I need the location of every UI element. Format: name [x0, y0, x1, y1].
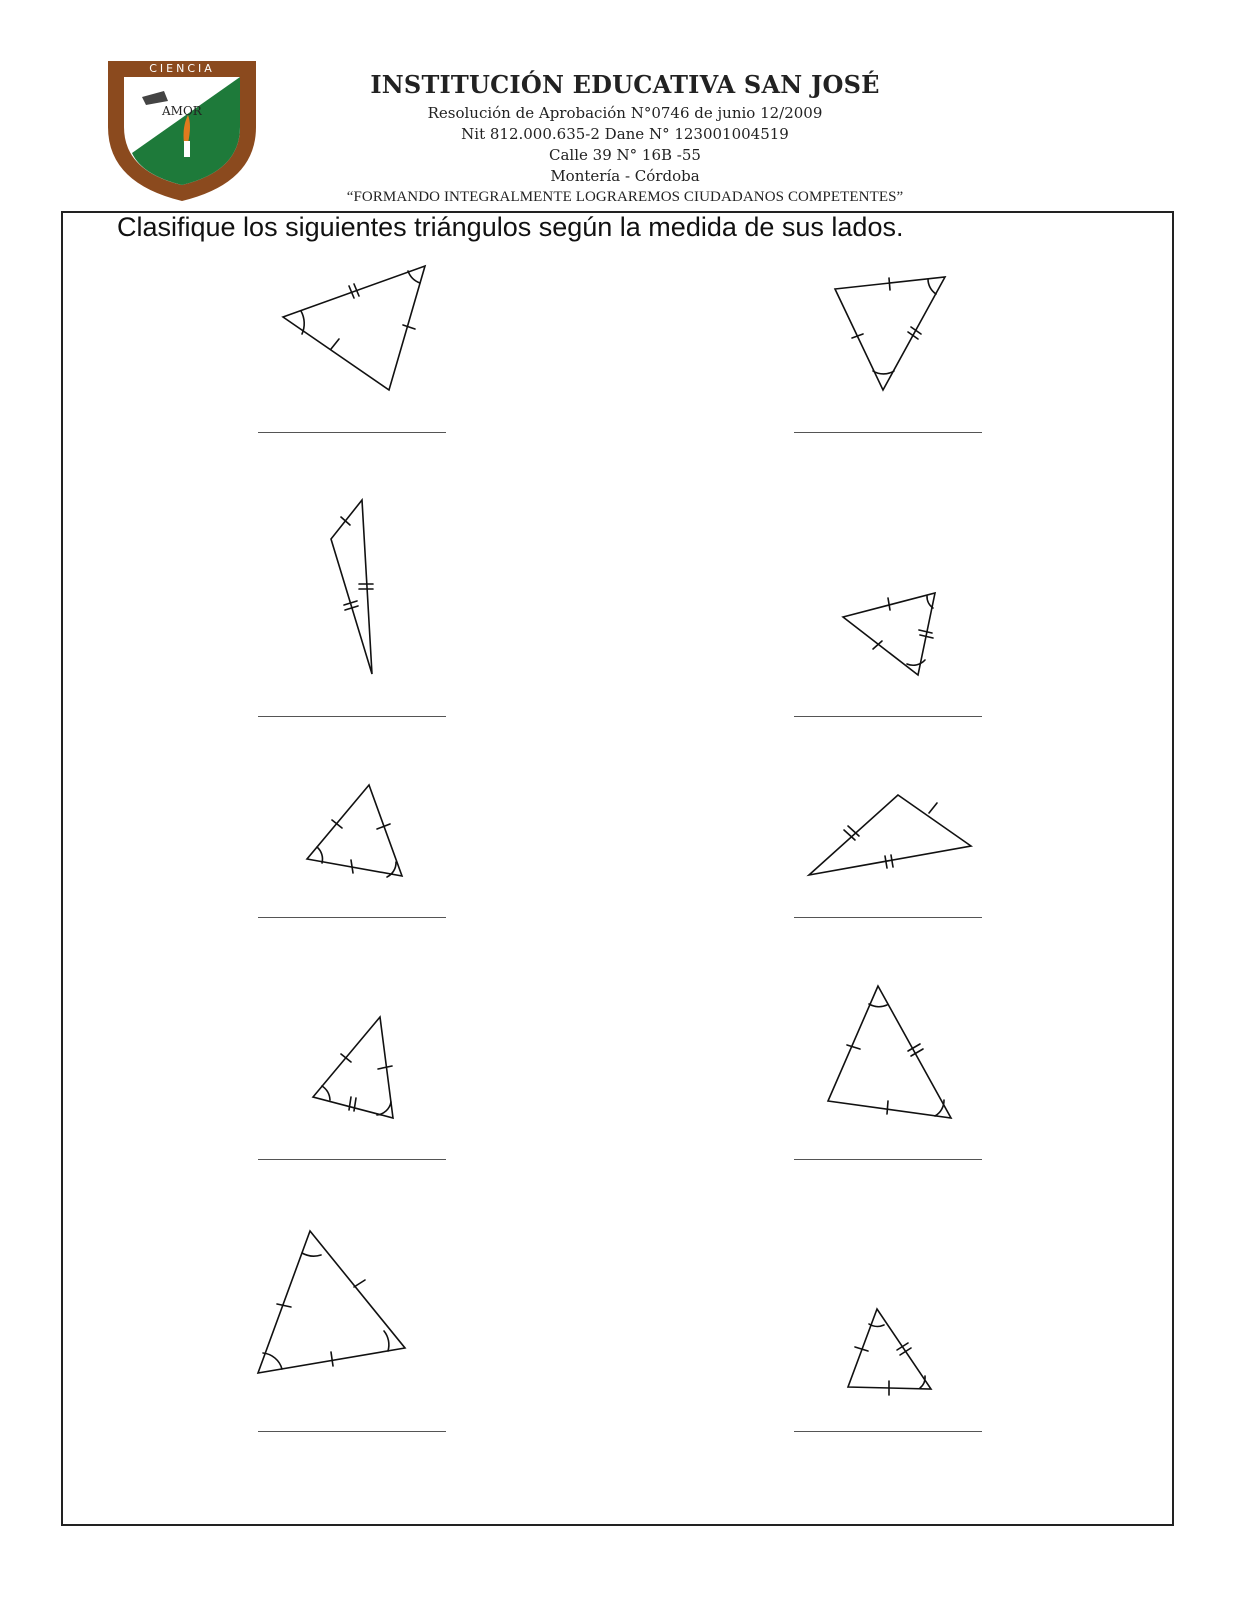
triangle-9	[258, 1231, 405, 1373]
answer-line-10[interactable]	[794, 1431, 982, 1432]
nit-line: Nit 812.000.635-2 Dane N° 123001004519	[461, 125, 789, 143]
triangle-3	[331, 500, 373, 674]
address-line: Calle 39 N° 16B -55	[549, 146, 701, 164]
triangle-7	[313, 1017, 393, 1118]
institution-name: INSTITUCIÓN EDUCATIVA SAN JOSÉ	[370, 70, 880, 99]
logo-center-word: AMOR	[162, 104, 202, 118]
instruction-text: Clasifique los siguientes triángulos según la medida de sus lados.	[117, 212, 904, 242]
answer-line-4[interactable]	[794, 716, 982, 717]
logo-top-word: CIENCIA	[149, 62, 215, 75]
triangle-1	[283, 266, 425, 390]
triangle-5	[307, 785, 402, 877]
triangle-8	[828, 986, 951, 1118]
triangle-4	[843, 593, 935, 675]
answer-line-1[interactable]	[258, 432, 446, 433]
triangle-10	[848, 1309, 931, 1395]
city-line: Montería - Córdoba	[550, 167, 700, 185]
triangle-6	[809, 795, 971, 875]
answer-line-5[interactable]	[258, 917, 446, 918]
triangle-2	[835, 277, 945, 390]
motto-line: “FORMANDO INTEGRALMENTE LOGRAREMOS CIUDADANOS COMPETENTES”	[346, 189, 904, 205]
answer-line-7[interactable]	[258, 1159, 446, 1160]
answer-line-6[interactable]	[794, 917, 982, 918]
answer-line-2[interactable]	[794, 432, 982, 433]
answer-line-3[interactable]	[258, 716, 446, 717]
answer-line-8[interactable]	[794, 1159, 982, 1160]
resolution-line: Resolución de Aprobación N°0746 de junio 12/2009	[427, 104, 823, 122]
answer-line-9[interactable]	[258, 1431, 446, 1432]
